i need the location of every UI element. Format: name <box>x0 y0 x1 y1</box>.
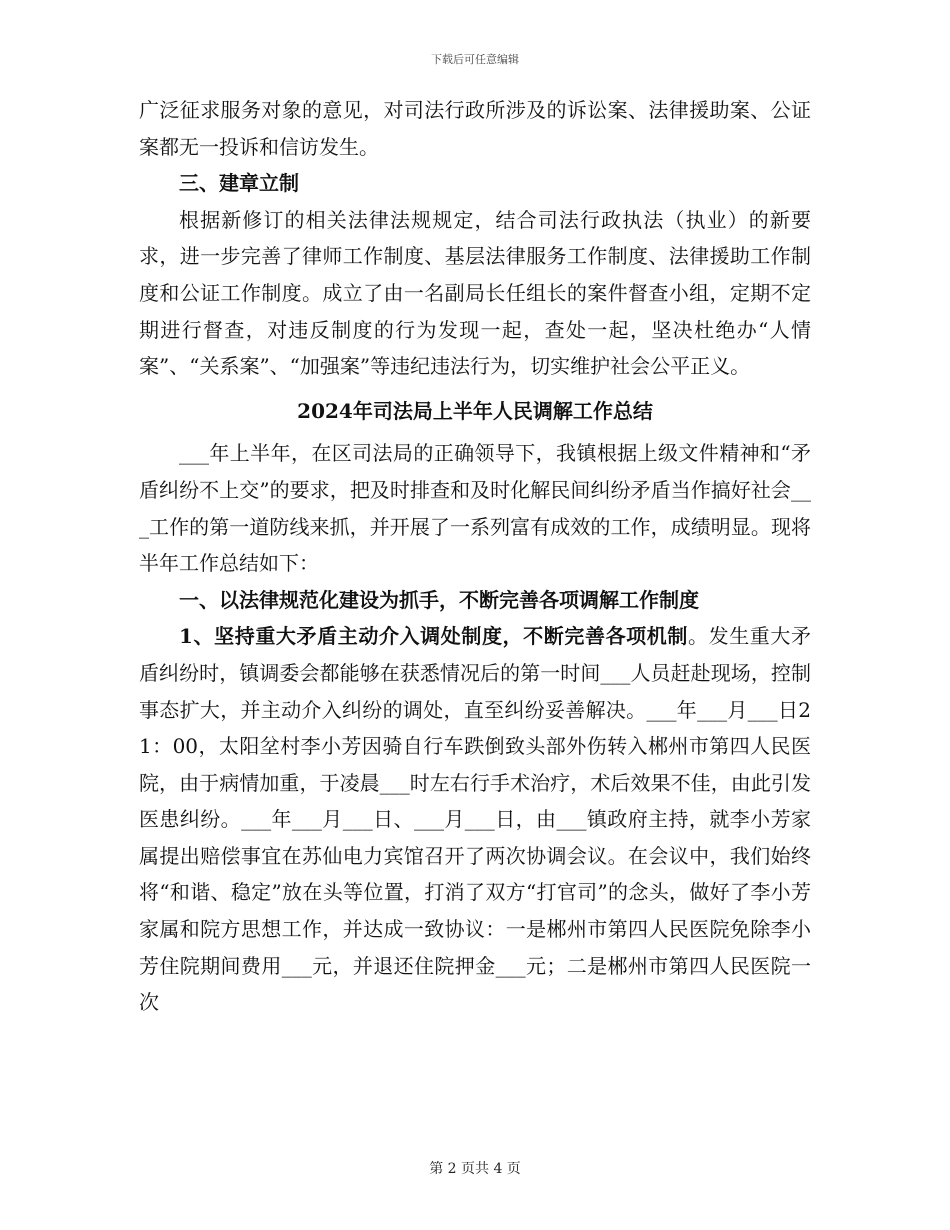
document-title: 2024年司法局上半年人民调解工作总结 <box>297 398 653 423</box>
page-header: 下载后可任意编辑 <box>431 53 519 66</box>
page-footer: 第 2 页共 4 页 <box>429 1161 521 1177</box>
section-heading-3: 三、建章立制 <box>179 171 299 196</box>
paragraph-mediation-case <box>139 618 811 1021</box>
section-heading-1: 一、以法律规范化建设为抓手，不断完善各项调解工作制度 <box>179 587 699 612</box>
paragraph-body: 。发生重大矛盾纠纷时，镇调委会都能够在获悉情况后的第一时间___人员赶赴现场，控制事态扩大，并主动介入纠纷的调处，直至纠纷妥善解决。___年___月___日21：00，太阳坌村李小芳因骑自行车跌倒致头部外伤转入郴州市第四人民医院，由于病情加重，于凌晨___时左右行手术治疗，术后效果不佳，由此引发医患纠纷。___年___月___日、___月___日，由___镇政府主持，就李小芳家属提出赔偿事宜在苏仙电力宾馆召开了两次协调会议。在会议中，我们始终将“和谐、稳定”放在头等位置，打消了双方“打官司”的念头，做好了李小芳家属和院方思想工作，并达成一致协议：一是郴州市第四人民医院免除李小芳住院期间费用___元，并退还住院押金___元；二是郴州市第四人民医院一次 <box>139 624 811 1015</box>
paragraph-overview: ___年上半年，在区司法局的正确领导下，我镇根据上级文件精神和“矛盾纠纷不上交”的要求，把及时排查和及时化解民间纠纷矛盾当作搞好社会___工作的第一道防线来抓，并开展了一系列富有成效的工作，成绩明显。现将半年工作总结如下： <box>139 441 811 576</box>
paragraph-lead: 1、坚持重大矛盾主动介入调处制度，不断完善各项机制 <box>179 624 688 649</box>
paragraph-regulations: 根据新修订的相关法律法规规定，结合司法行政执法（执业）的新要求，进一步完善了律师工作制度、基层法律服务工作制度、法律援助工作制度和公证工作制度。成立了由一名副局长任组长的案件督查小组，定期不定期进行督查，对违反制度的行为发现一起，查处一起，坚决杜绝办“人情案”、“关系案”、“加强案”等违纪违法行为，切实维护社会公平正义。 <box>139 207 811 379</box>
document-body <box>139 92 811 1021</box>
paragraph-intro: 广泛征求服务对象的意见，对司法行政所涉及的诉讼案、法律援助案、公证案都无一投诉和信访发生。 <box>139 98 811 159</box>
